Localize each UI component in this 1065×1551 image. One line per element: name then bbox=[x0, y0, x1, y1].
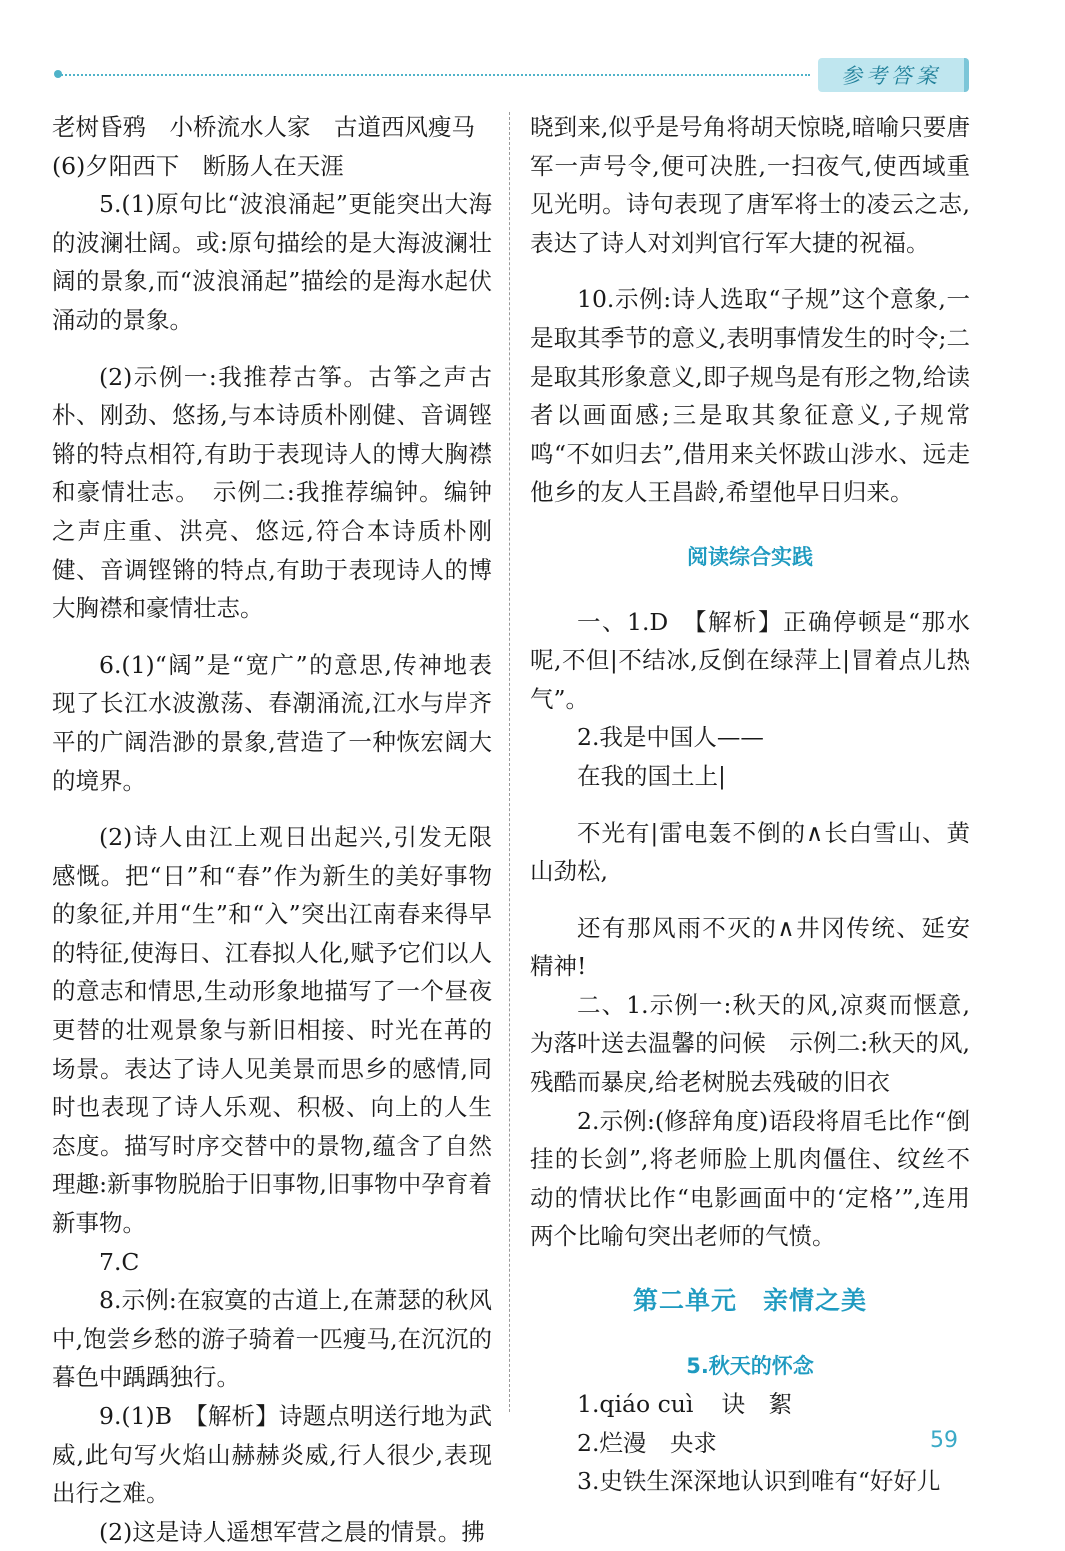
right-column bbox=[530, 108, 970, 1501]
answer-8: 8.示例:在寂寞的古道上,在萧瑟的秋风中,饱尝乡愁的游子骑着一匹瘦马,在沉沉的暮色中踽踽独行。 bbox=[52, 1286, 492, 1392]
answer-5-2: (2)示例一:我推荐古筝。古筝之声古朴、刚劲、悠扬,与本诗质朴刚健、音调铿锵的特点相符,有助于表现诗人的博大胸襟和豪情壮志。 示例二:我推荐编钟。编钟之声庄重、洪亮、悠远,符合本诗质朴刚健、音调铿锵的特点,有助于表现诗人的博大胸襟和豪情壮志。 bbox=[52, 362, 492, 623]
lesson-answer-3: 3.史铁生深深地认识到唯有“好好儿 bbox=[577, 1467, 941, 1496]
answer-6-1: 6.(1)“阔”是“宽广”的意思,传神地表现了长江水波激荡、春潮涌流,江水与岸齐平的广阔浩渺的景象,营造了一种恢宏阔大的境界。 bbox=[52, 650, 492, 795]
column-divider bbox=[509, 112, 510, 1412]
answer-key-tag: 参考答案 bbox=[818, 58, 969, 92]
answer-7: 7.C bbox=[99, 1247, 140, 1276]
poem-line-2: 不光有|雷电轰不倒的∧长白雪山、黄山劲松, bbox=[530, 818, 970, 886]
section-heading-reading: 阅读综合实践 bbox=[687, 544, 813, 569]
answer-10: 10.示例:诗人选取“子规”这个意象,一是取其季节的意义,表明事情发生的时令;二是取其形象意义,即子规鸟是有形之物,给读者以画面感;三是取其象征意义,子规常鸣“不如归去”,借用来关怀跋山涉水、远走他乡的友人王昌龄,希望他早日归来。 bbox=[530, 285, 970, 507]
answer-9-2-cont: 晓到来,似乎是号角将胡天惊晓,暗喻只要唐军一声号令,便可决胜,一扫夜气,使西域重见光明。诗句表现了唐军将士的凌云之志,表达了诗人对刘判官行军大捷的祝福。 bbox=[530, 113, 970, 257]
answer-5-1: 5.(1)原句比“波浪涌起”更能突出大海的波澜壮阔。或:原句描绘的是大海波澜壮阔的景象,而“波浪涌起”描绘的是海水起伏涌动的景象。 bbox=[52, 190, 492, 334]
lesson-heading: 5.秋天的怀念 bbox=[686, 1353, 814, 1378]
answer-6-2: (2)诗人由江上观日出起兴,引发无限感慨。把“日”和“春”作为新生的美好事物的象征,并用“生”和“入”突出江南春来得早的特征,使海日、江春拟人化,赋予它们以人的意志和情思,生动形象地描写了一个昼夜更替的壮观景象与新旧相接、时光在苒的场景。表达了诗人见美景而思乡的感情,同时也表现了诗人乐观、积极、向上的人生态度。描写时序交替中的景物,蕴含了自然理趣:新事物脱胎于旧事物,旧事物中孕育着新事物。 bbox=[52, 823, 492, 1238]
lesson-answer-2: 2.烂漫 央求 bbox=[577, 1428, 717, 1457]
answer-9-2: (2)这是诗人遥想军营之晨的情景。拂 bbox=[99, 1517, 485, 1546]
characters-answer: 诀 絮 bbox=[721, 1390, 793, 1419]
page-number: 59 bbox=[930, 1428, 958, 1453]
pinyin-answer: 1.qiáo cuì bbox=[577, 1390, 694, 1419]
answer-line: 老树昏鸦 小桥流水人家 古道西风瘦马 bbox=[52, 113, 475, 141]
lesson-answer-1 bbox=[530, 1385, 970, 1424]
answer-line: (6)夕阳西下 断肠人在天涯 bbox=[52, 151, 344, 180]
unit-heading: 第二单元 亲情之美 bbox=[632, 1286, 867, 1316]
poem-line-1: 在我的国土上| bbox=[577, 761, 726, 790]
reading-answer-3: 二、1.示例一:秋天的风,凉爽而惬意,为落叶送去温馨的问候 示例二:秋天的风,残酷而暴戾,给老树脱去残破的旧衣 bbox=[530, 990, 970, 1097]
left-column bbox=[52, 108, 492, 1551]
reading-answer-1: 一、1.D 【解析】正确停顿是“那水呢,不但|不结冰,反倒在绿萍上|冒着点儿热气”。 bbox=[530, 607, 970, 713]
poem-line-3: 还有那风雨不灭的∧井冈传统、延安精神! bbox=[530, 913, 970, 981]
answer-9-1: 9.(1)B 【解析】诗题点明送行地为武威,此句写火焰山赫赫炎威,行人很少,表现出行之难。 bbox=[52, 1402, 492, 1508]
reading-answer-4: 2.示例:(修辞角度)语段将眉毛比作“倒挂的长剑”,将老师脸上肌肉僵住、纹丝不动的情状比作“电影画面中的‘定格’”,连用两个比喻句突出老师的气愤。 bbox=[530, 1106, 970, 1251]
reading-answer-2: 2.我是中国人—— bbox=[577, 723, 764, 752]
header-rule bbox=[58, 74, 810, 76]
